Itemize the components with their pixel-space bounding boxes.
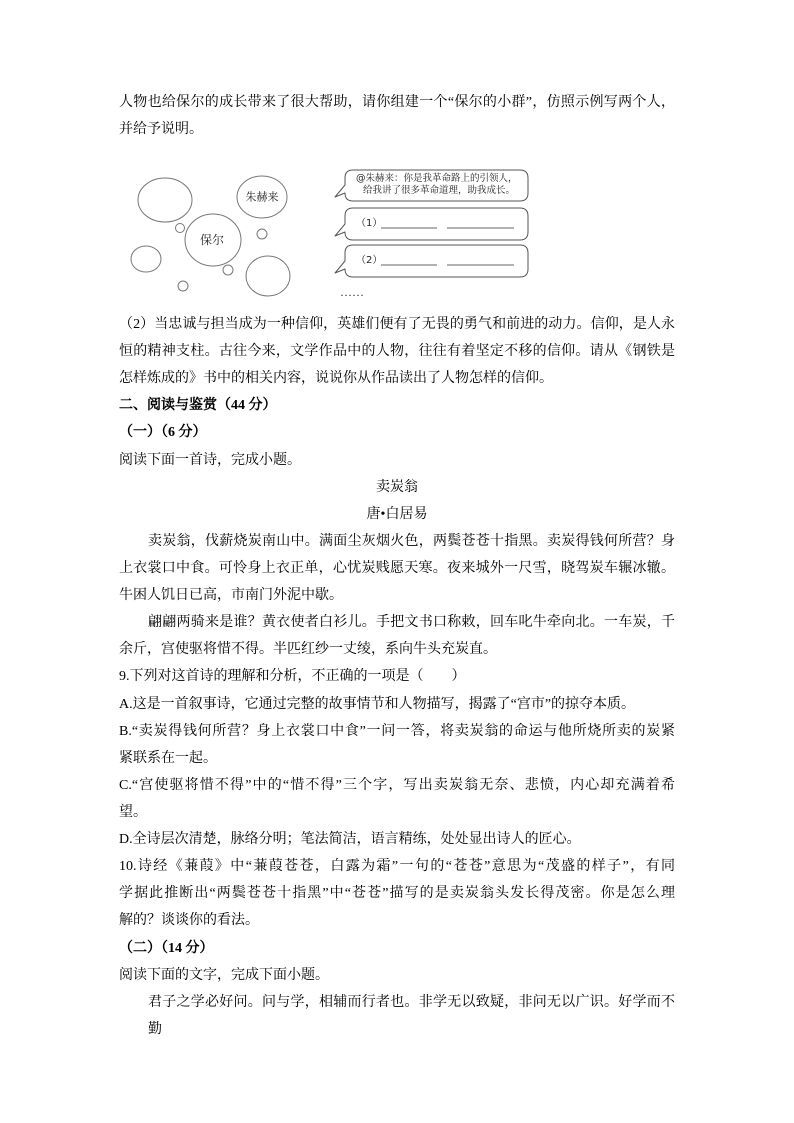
- question-10-line: 解的？谈谈你的看法。: [119, 913, 259, 929]
- option-b: 紧联系在一起。: [119, 750, 217, 766]
- small-circle: [223, 265, 233, 275]
- center-label: 保尔: [199, 233, 225, 247]
- option-d: D.全诗层次清楚，脉络分明；笔法简洁，语言精练，处处显出诗人的匠心。: [119, 832, 581, 848]
- poem-line: 上衣裳口中食。可怜身上衣正单，心忧炭贱愿天寒。夜来城外一尺雪，晓驾炭车辗冰辙。: [119, 560, 675, 576]
- option-b: B.“卖炭得钱何所营？身上衣裳口中食”一问一答，将卖炭翁的命运与他所烧所卖的炭紧: [119, 723, 675, 739]
- small-circle: [176, 224, 185, 233]
- instruction: 阅读下面的文字，完成下面小题。: [119, 967, 329, 983]
- small-circle: [257, 229, 267, 239]
- poem-line: 卖炭翁，伐薪烧炭南山中。满面尘灰烟火色，两鬓苍苍十指黑。卖炭得钱何所营？身: [148, 533, 675, 549]
- intro-paragraph: [119, 89, 675, 143]
- question-2-line: 恒的精神支柱。古往今来，文学作品中的人物，往往有着坚定不移的信仰。请从《钢铁是: [119, 344, 675, 360]
- text-line: 并给予说明。: [119, 122, 203, 138]
- ellipsis: ……: [340, 285, 364, 299]
- text-line: 人物也给保尔的成长带来了很大帮助，请你组建一个“保尔的小群”，仿照示例写两个人，: [119, 95, 675, 110]
- passage-line: 君子之学必好问。问与学，相辅而行者也。非学无以致疑，非问无以广识。好学而不勤: [148, 994, 675, 1037]
- friend-label: 朱赫来: [245, 190, 279, 204]
- friend-circle: [131, 246, 161, 272]
- part-heading: （二）（14 分）: [119, 940, 214, 956]
- poem-title: 卖炭翁: [376, 479, 418, 495]
- question-9-stem: 9.下列对这首诗的理解和分析，不正确的一项是（ ）: [119, 669, 466, 685]
- friend-circle: [246, 256, 290, 296]
- poem-line: 牛困人饥日已高，市南门外泥中歇。: [119, 588, 343, 604]
- small-circle: [178, 281, 188, 291]
- option-c: 望。: [119, 804, 147, 820]
- question-10-line: 10.诗经《蒹葭》中“蒹葭苍苍，白露为霜”一句的“苍苍”意思为“茂盛的样子”，有同: [119, 859, 675, 875]
- item-1-label: （1）: [356, 218, 383, 229]
- question-2-line: （2）当忠诚与担当成为一种信仰，英雄们便有了无畏的勇气和前进的动力。信仰，是人永: [119, 317, 675, 332]
- poem-author: 唐•白居易: [366, 506, 428, 522]
- poem-line: 余斤，宫使驱将惜不得。半匹红纱一丈绫，系向牛头充炭直。: [119, 642, 497, 658]
- poem-line: 翩翩两骑来是谁？黄衣使者白衫儿。手把文书口称敕，回车叱牛牵向北。一车炭，千: [148, 615, 675, 631]
- part-heading: （一）（6 分）: [119, 425, 207, 441]
- instruction: 阅读下面一首诗，完成小题。: [119, 452, 301, 468]
- section-heading: 二、阅读与鉴赏（44 分）: [119, 398, 277, 414]
- option-c: C.“宫使驱将惜不得”中的“惜不得”三个字，写出卖炭翁无奈、悲愤，内心却充满着希: [119, 777, 675, 793]
- example-text-line: @朱赫来：你是我革命路上的引领人，: [356, 173, 518, 184]
- question-2-line: 怎样炼成的》书中的相关内容，说说你从作品读出了人物怎样的信仰。: [119, 371, 553, 387]
- example-text-line: 给我讲了很多革命道理，助我成长。: [363, 185, 516, 196]
- friend-circle: [138, 178, 192, 222]
- paul-group-diagram: [130, 165, 535, 305]
- question-10-line: 学据此推断出“两鬓苍苍十指黑”中“苍苍”描写的是卖炭翁头发长得茂密。你是怎么理: [119, 886, 675, 902]
- main-content: [119, 311, 675, 1037]
- option-a: A.这是一首叙事诗，它通过完整的故事情节和人物描写，揭露了“宫市”的掠夺本质。: [119, 696, 636, 712]
- item-2-label: （2）: [356, 255, 383, 266]
